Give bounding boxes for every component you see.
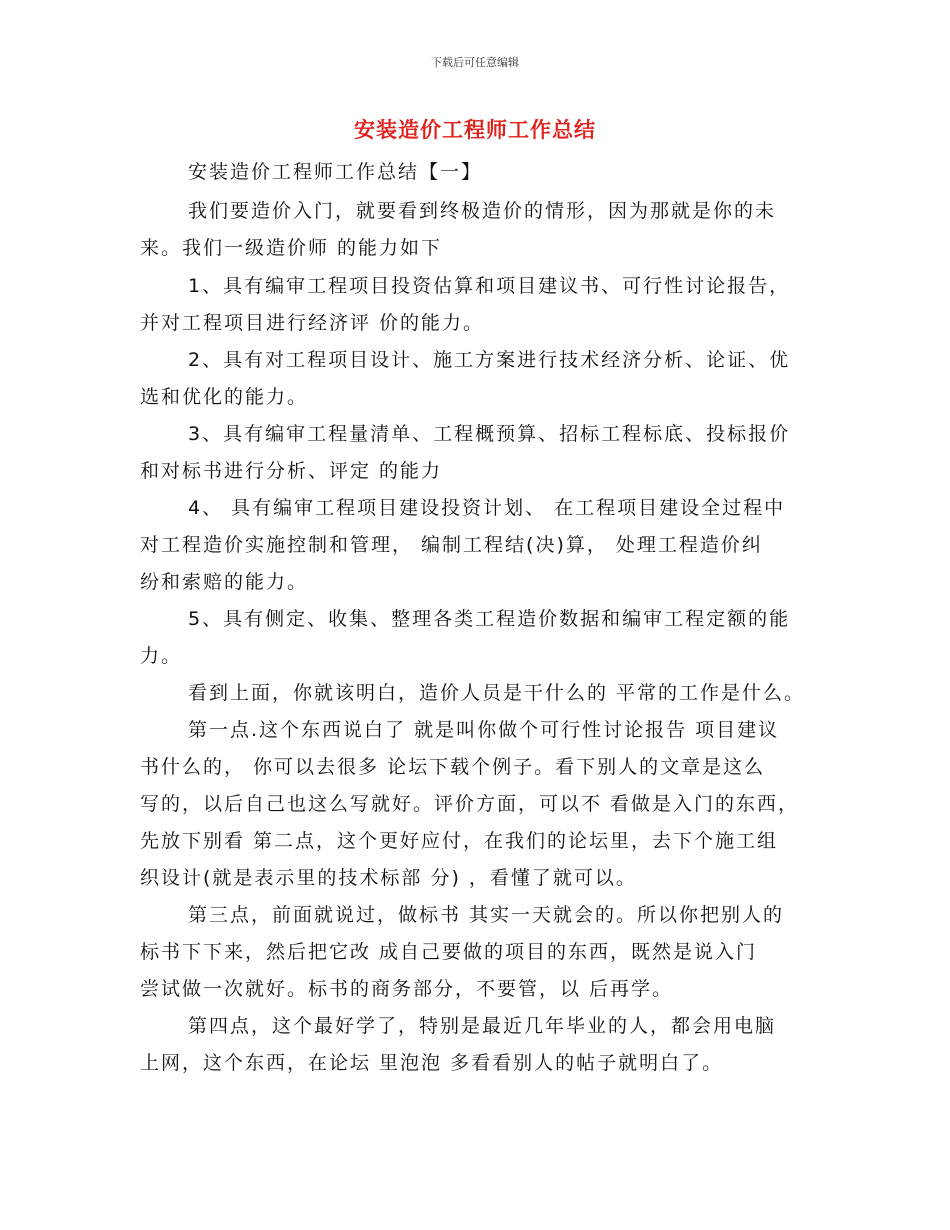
paragraph-line: 3、具有编审工程量清单、工程概预算、招标工程标底、投标报价: [188, 423, 791, 445]
paragraph-line: 1、具有编审工程项目投资估算和项目建议书、可行性讨论报告，: [188, 275, 791, 297]
paragraph-line: 第四点，这个最好学了，特别是最近几年毕业的人，都会用电脑: [188, 1015, 777, 1037]
paragraph-line: 纷和索赔的能力。: [140, 571, 309, 593]
paragraph-line: 先放下别看 第二点，这个更好应付，在我们的论坛里，去下个施工组: [140, 830, 779, 852]
document-title: 安装造价工程师工作总结: [354, 118, 596, 142]
paragraph-line: 5、具有侧定、收集、整理各类工程造价数据和编审工程定额的能: [188, 608, 791, 630]
section-heading: 安装造价工程师工作总结【一】: [188, 161, 483, 183]
paragraph-line: 书什么的， 你可以去很多 论坛下载个例子。看下别人的文章是这么: [140, 756, 766, 778]
paragraph-line: 并对工程项目进行经济评 价的能力。: [140, 312, 485, 334]
paragraph-line: 来。我们一级造价师 的能力如下: [140, 237, 443, 259]
paragraph-line: 和对标书进行分析、评定 的能力: [140, 460, 443, 482]
paragraph-line: 标书下下来，然后把它改 成自己要做的项目的东西，既然是说入门: [140, 941, 758, 963]
paragraph-line: 第一点.这个东西说白了 就是叫你做个可行性讨论报告 项目建议: [188, 719, 780, 741]
paragraph-line: 4、 具有编审工程项目建设投资计划、 在工程项目建设全过程中: [188, 497, 786, 519]
paragraph-line: 织设计(就是表示里的技术标部 分) ，看懂了就可以。: [140, 867, 637, 889]
paragraph-line: 写的，以后自己也这么写就好。评价方面，可以不 看做是入门的东西，: [140, 793, 800, 815]
paragraph-line: 力。: [140, 645, 183, 667]
paragraph-line: 上网，这个东西，在论坛 里泡泡 多看看别人的帖子就明白了。: [140, 1052, 724, 1074]
paragraph-line: 第三点，前面就说过，做标书 其实一天就会的。所以你把别人的: [188, 904, 785, 926]
paragraph-line: 2、具有对工程项目设计、施工方案进行技术经济分析、论证、优: [188, 349, 791, 371]
paragraph-line: 尝试做一次就好。标书的商务部分，不要管，以 后再学。: [140, 978, 674, 1000]
paragraph-line: 看到上面，你就该明白，造价人员是干什么的 平常的工作是什么。: [188, 682, 806, 704]
paragraph-line: 选和优化的能力。: [140, 386, 309, 408]
paragraph-line: 对工程造价实施控制和管理， 编制工程结(决)算， 处理工程造价纠: [140, 534, 763, 556]
page-header-note: 下载后可任意编辑: [431, 56, 519, 69]
paragraph-line: 我们要造价入门，就要看到终极造价的情形，因为那就是你的未: [188, 200, 777, 222]
